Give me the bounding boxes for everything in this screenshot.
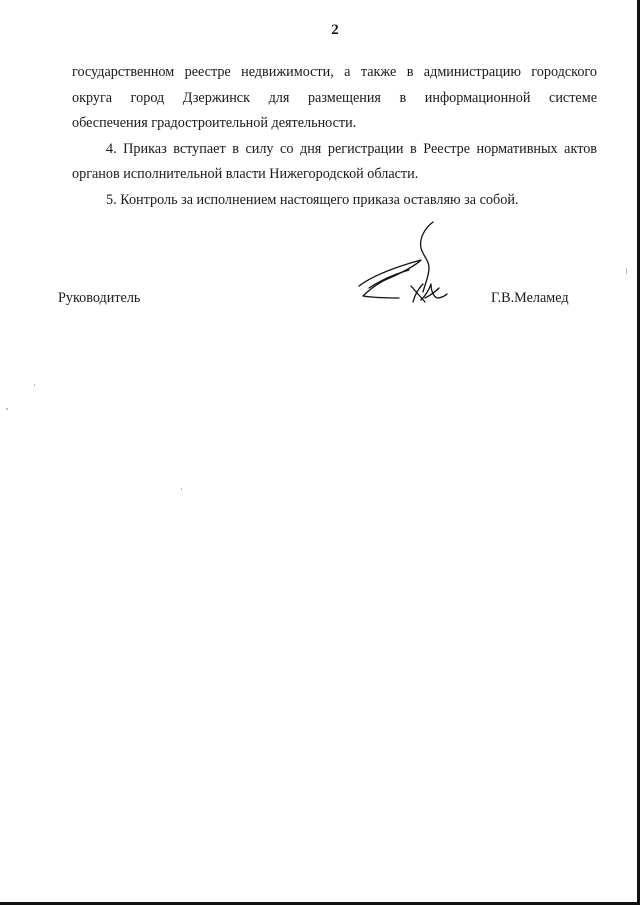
page-number: 2 bbox=[331, 22, 339, 38]
document-body bbox=[72, 60, 597, 213]
scan-speck bbox=[626, 268, 627, 274]
body-line-1: государственном реестре недвижимости, а также в администрацию городского bbox=[72, 64, 597, 80]
body-line-3: обеспечения градостроительной деятельности. bbox=[72, 115, 357, 131]
body-line-2: округа город Дзержинск для размещения в информационной системе bbox=[72, 89, 597, 106]
paragraph-5: 5. Контроль за исполнением настоящего приказа оставляю за собой. bbox=[106, 191, 519, 208]
scan-speck bbox=[6, 408, 8, 410]
paragraph-4-line-1: 4. Приказ вступает в силу со дня регистрации в Реестре нормативных актов bbox=[106, 140, 597, 157]
signer-name: Г.В.Меламед bbox=[491, 290, 569, 306]
signature-row bbox=[0, 288, 640, 318]
scan-speck bbox=[181, 488, 182, 490]
paragraph-4-line-2: органов исполнительной власти Нижегородской области. bbox=[72, 166, 419, 182]
scan-speck bbox=[34, 384, 35, 386]
signer-position: Руководитель bbox=[58, 290, 141, 306]
